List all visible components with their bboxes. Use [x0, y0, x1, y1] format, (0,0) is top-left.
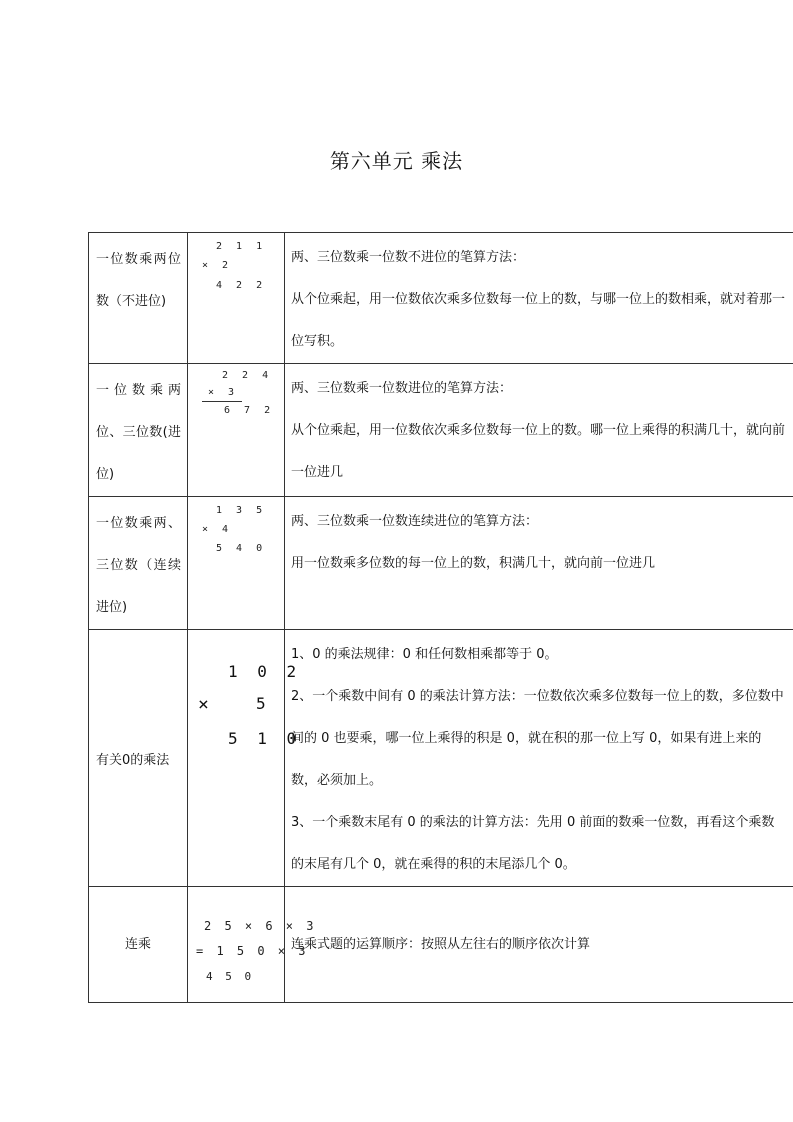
- topic-text: 连乘: [124, 936, 151, 952]
- example-line: × 2: [202, 260, 233, 271]
- example-line: 2 5 × 6 × 3: [204, 919, 317, 933]
- topic-cell: [89, 364, 188, 497]
- description-line: 2、一个乘数中间有 0 的乘法计算方法：一位数依次乘多位数每一位上的数，多位数中间的 0 也要乘，哪一位上乘得的积是 0，就在积的那一位上写 0，如果有进上来的数，必须加上。: [291, 689, 784, 788]
- description-line: 连乘式题的运算顺序：按照从左往右的顺序依次计算: [291, 936, 591, 952]
- description-cell: [285, 364, 793, 497]
- topic-cell: [89, 233, 188, 364]
- topic-text: 一位数乘两位数（不进位): [96, 252, 181, 309]
- description-cell: [285, 630, 793, 887]
- example-line: 1 3 5: [216, 505, 267, 516]
- description-cell: [285, 497, 793, 630]
- example-cell: [188, 233, 285, 364]
- example-line: ×: [198, 694, 214, 715]
- description-cell: [285, 887, 793, 1003]
- example-cell: [188, 887, 317, 1003]
- example-line: 5: [256, 694, 271, 713]
- description-line: 从个位乘起，用一位数依次乘多位数每一位上的数，与哪一位上的数相乘，就对着那一位写积。: [291, 292, 786, 349]
- example-cell: [188, 630, 302, 887]
- page-title: 第六单元 乘法: [329, 149, 464, 173]
- example-line: 6 7 2: [224, 405, 275, 416]
- example-line: 2 2 4: [222, 370, 273, 381]
- topic-text: 一位数乘两、三位数（连续进位): [96, 516, 181, 615]
- table-row: [89, 497, 793, 630]
- description-line: 3、一个乘数末尾有 0 的乘法的计算方法：先用 0 前面的数乘一位数，再看这个乘数的末尾有几个 0，就在乘得的积的末尾添几个 0。: [291, 815, 775, 872]
- description-line: 两、三位数乘一位数连续进位的笔算方法：: [291, 514, 539, 529]
- table-row: [89, 233, 793, 364]
- description-line: 从个位乘起，用一位数依次乘多位数每一位上的数。哪一位上乘得的积满几十，就向前一位进几: [291, 423, 786, 480]
- topic-text: 一位数乘两位、三位数(进位): [96, 383, 181, 482]
- topic-text: 有关0的乘法: [96, 753, 170, 768]
- topic-cell: [89, 497, 188, 630]
- example-cell: [188, 364, 285, 497]
- example-line: = 1 5 0 × 3: [196, 944, 309, 958]
- example-line: × 4: [202, 524, 233, 535]
- example-line: × 3: [208, 387, 239, 398]
- topic-cell: [89, 887, 188, 1003]
- example-line: 5 4 0: [216, 543, 267, 554]
- table-row: [89, 630, 793, 887]
- example-line: 2 1 1: [216, 241, 267, 252]
- topic-cell: [89, 630, 188, 887]
- summary-table: [88, 232, 793, 1003]
- description-cell: [285, 233, 793, 364]
- example-line: 4 2 2: [216, 280, 267, 291]
- table-row: [89, 887, 793, 1003]
- table-row: [89, 364, 793, 497]
- example-line: 1 0 2: [228, 662, 302, 681]
- description-line: 两、三位数乘一位数不进位的笔算方法：: [291, 250, 526, 265]
- example-line: 5 1 0: [228, 729, 302, 748]
- description-line: 两、三位数乘一位数进位的笔算方法：: [291, 381, 513, 396]
- example-line: 4 5 0: [206, 970, 255, 983]
- description-line: 1、0 的乘法规律：0 和任何数相乘都等于 0。: [291, 647, 558, 662]
- calc-rule: [202, 401, 242, 402]
- description-line: 用一位数乘多位数的每一位上的数，积满几十，就向前一位进几: [291, 556, 656, 571]
- example-cell: [188, 497, 285, 630]
